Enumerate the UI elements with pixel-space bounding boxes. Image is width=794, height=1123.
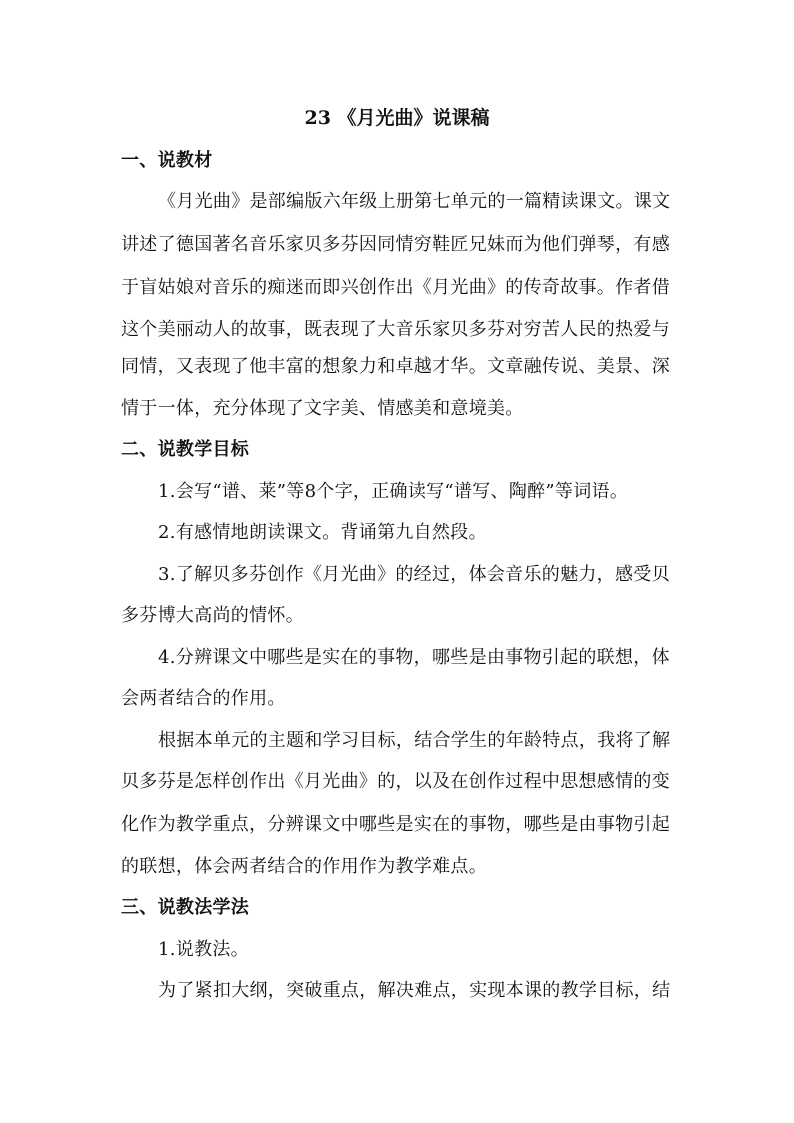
paragraph-line: 化作为教学重点，分辨课文中哪些是实在的事物，哪些是由事物引起 — [121, 814, 670, 835]
paragraph-line: 于盲姑娘对音乐的痴迷而即兴创作出《月光曲》的传奇故事。作者借 — [121, 277, 670, 298]
list-item: 2.有感情地朗读课文。背诵第九自然段。 — [158, 522, 487, 543]
list-item: 1.会写“谱、莱”等8个字，正确读写“谱写、陶醉”等词语。 — [158, 481, 629, 502]
paragraph-line: 贝多芬是怎样创作出《月光曲》的，以及在创作过程中思想感情的变 — [121, 771, 670, 792]
document-title: 23 《月光曲》说课稿 — [304, 107, 490, 129]
paragraph-line: 《月光曲》是部编版六年级上册第七单元的一篇精读课文。课文 — [158, 191, 671, 212]
section-heading-methods: 三、说教法学法 — [121, 897, 250, 918]
paragraph-line: 的联想，体会两者结合的作用作为教学难点。 — [121, 856, 487, 877]
paragraph-line: 多芬博大高尚的情怀。 — [121, 605, 304, 626]
list-item: 1.说教法。 — [158, 939, 249, 960]
paragraph-line: 讲述了德国著名音乐家贝多芬因同情穷鞋匠兄妹而为他们弹琴，有感 — [121, 234, 670, 255]
list-item: 3.了解贝多芬创作《月光曲》的经过，体会音乐的魅力，感受贝 — [158, 564, 670, 585]
paragraph-line: 为了紧扣大纲，突破重点，解决难点，实现本课的教学目标，结 — [158, 980, 671, 1001]
list-item: 4.分辨课文中哪些是实在的事物，哪些是由事物引起的联想，体 — [158, 647, 670, 668]
section-heading-textbook: 一、说教材 — [121, 150, 213, 171]
paragraph-line: 根据本单元的主题和学习目标，结合学生的年龄特点，我将了解 — [158, 730, 671, 751]
paragraph-line: 会两者结合的作用。 — [121, 688, 286, 709]
section-heading-objectives: 二、说教学目标 — [121, 439, 250, 460]
paragraph-line: 情于一体，充分体现了文字美、情感美和意境美。 — [121, 398, 524, 419]
paragraph-line: 同情，又表现了他丰富的想象力和卓越才华。文章融传说、美景、深 — [121, 356, 670, 377]
paragraph-line: 这个美丽动人的故事，既表现了大音乐家贝多芬对穷苦人民的热爱与 — [121, 319, 670, 340]
